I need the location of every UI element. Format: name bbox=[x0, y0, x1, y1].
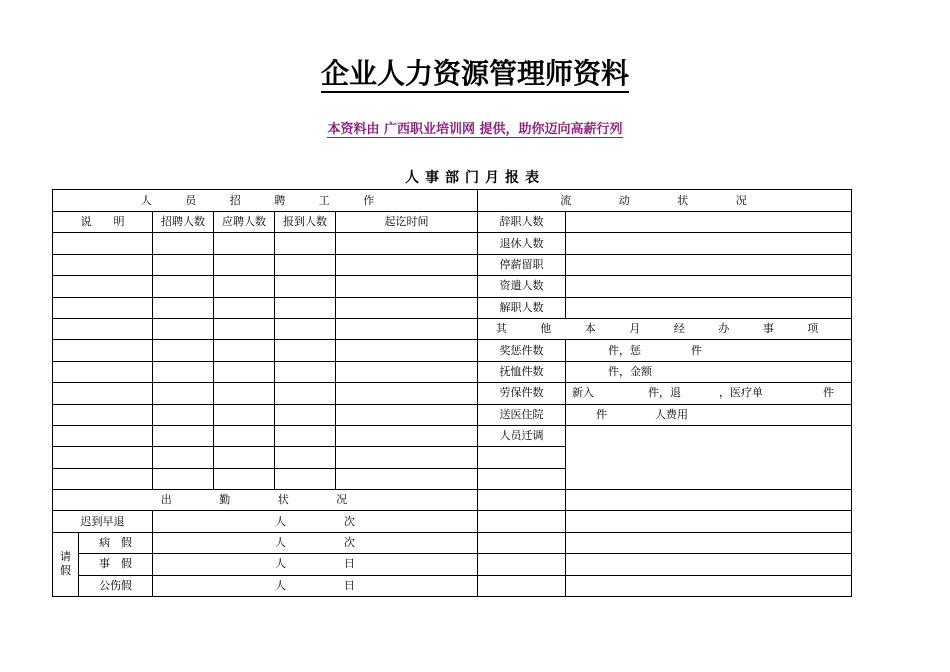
table-row bbox=[53, 276, 852, 297]
table-row bbox=[53, 233, 852, 254]
table-row bbox=[53, 575, 852, 596]
hosp-value[interactable]: 件 人费用 bbox=[566, 404, 852, 425]
reward-value[interactable]: 件，惩 件 bbox=[566, 340, 852, 361]
document-subtitle: 本资料由 广西职业培训网 提供，助你迈向高薪行列 bbox=[327, 122, 623, 137]
personal-value[interactable]: 人 日 bbox=[153, 554, 478, 575]
report-title: 人事部门月报表 bbox=[405, 170, 545, 186]
hosp-label: 送医住院 bbox=[478, 404, 566, 425]
transfer-label: 人员迁调 bbox=[478, 425, 566, 446]
late-value[interactable]: 人 次 bbox=[153, 511, 478, 532]
labor-label: 劳保件数 bbox=[478, 383, 566, 404]
monthly-report-table bbox=[52, 189, 852, 597]
flow-value[interactable] bbox=[566, 297, 852, 318]
flow-value[interactable] bbox=[566, 254, 852, 275]
header-row bbox=[53, 190, 852, 212]
recruit-header: 人 员 招 聘 工 作 bbox=[53, 190, 478, 212]
table-row bbox=[53, 340, 852, 361]
flow-value[interactable] bbox=[566, 233, 852, 254]
injury-value[interactable]: 人 日 bbox=[153, 575, 478, 596]
late-label: 迟到早退 bbox=[53, 511, 153, 532]
flow-item: 解职人数 bbox=[478, 297, 566, 318]
table-row bbox=[53, 254, 852, 275]
table-row bbox=[53, 383, 852, 404]
col-hire: 招聘人数 bbox=[153, 212, 214, 233]
flow-item: 退休人数 bbox=[478, 233, 566, 254]
sick-value[interactable]: 人 次 bbox=[153, 532, 478, 553]
col-apply: 应聘人数 bbox=[214, 212, 275, 233]
attendance-header: 出 勤 状 况 bbox=[53, 490, 478, 511]
table-row bbox=[53, 554, 852, 575]
other-header: 其 他 本 月 经 办 事 项 bbox=[478, 318, 852, 339]
reward-label: 奖惩件数 bbox=[478, 340, 566, 361]
leave-label: 请假 bbox=[53, 532, 79, 596]
table-row bbox=[53, 490, 852, 511]
table-row bbox=[53, 532, 852, 553]
table-row bbox=[53, 425, 852, 446]
table-row bbox=[53, 212, 852, 233]
col-desc: 说 明 bbox=[53, 212, 153, 233]
table-row bbox=[53, 511, 852, 532]
table-row bbox=[53, 361, 852, 382]
flow-value[interactable] bbox=[566, 212, 852, 233]
col-report: 报到人数 bbox=[275, 212, 336, 233]
injury-label: 公伤假 bbox=[79, 575, 153, 596]
table-row bbox=[53, 318, 852, 339]
table-row bbox=[53, 404, 852, 425]
pension-value[interactable]: 件，金额 bbox=[566, 361, 852, 382]
document-title: 企业人力资源管理师资料 bbox=[0, 52, 950, 92]
col-period: 起讫时间 bbox=[336, 212, 478, 233]
sick-label: 病 假 bbox=[79, 532, 153, 553]
pension-label: 抚恤件数 bbox=[478, 361, 566, 382]
flow-value[interactable] bbox=[566, 276, 852, 297]
transfer-value[interactable] bbox=[566, 425, 852, 489]
flow-item: 停薪留职 bbox=[478, 254, 566, 275]
personal-label: 事 假 bbox=[79, 554, 153, 575]
flow-item: 辞职人数 bbox=[478, 212, 566, 233]
flow-item: 资遣人数 bbox=[478, 276, 566, 297]
labor-value[interactable]: 新入 件，退 ，医疗单 件 bbox=[566, 383, 852, 404]
table-row bbox=[53, 297, 852, 318]
flow-header: 流 动 状 况 bbox=[478, 190, 852, 212]
